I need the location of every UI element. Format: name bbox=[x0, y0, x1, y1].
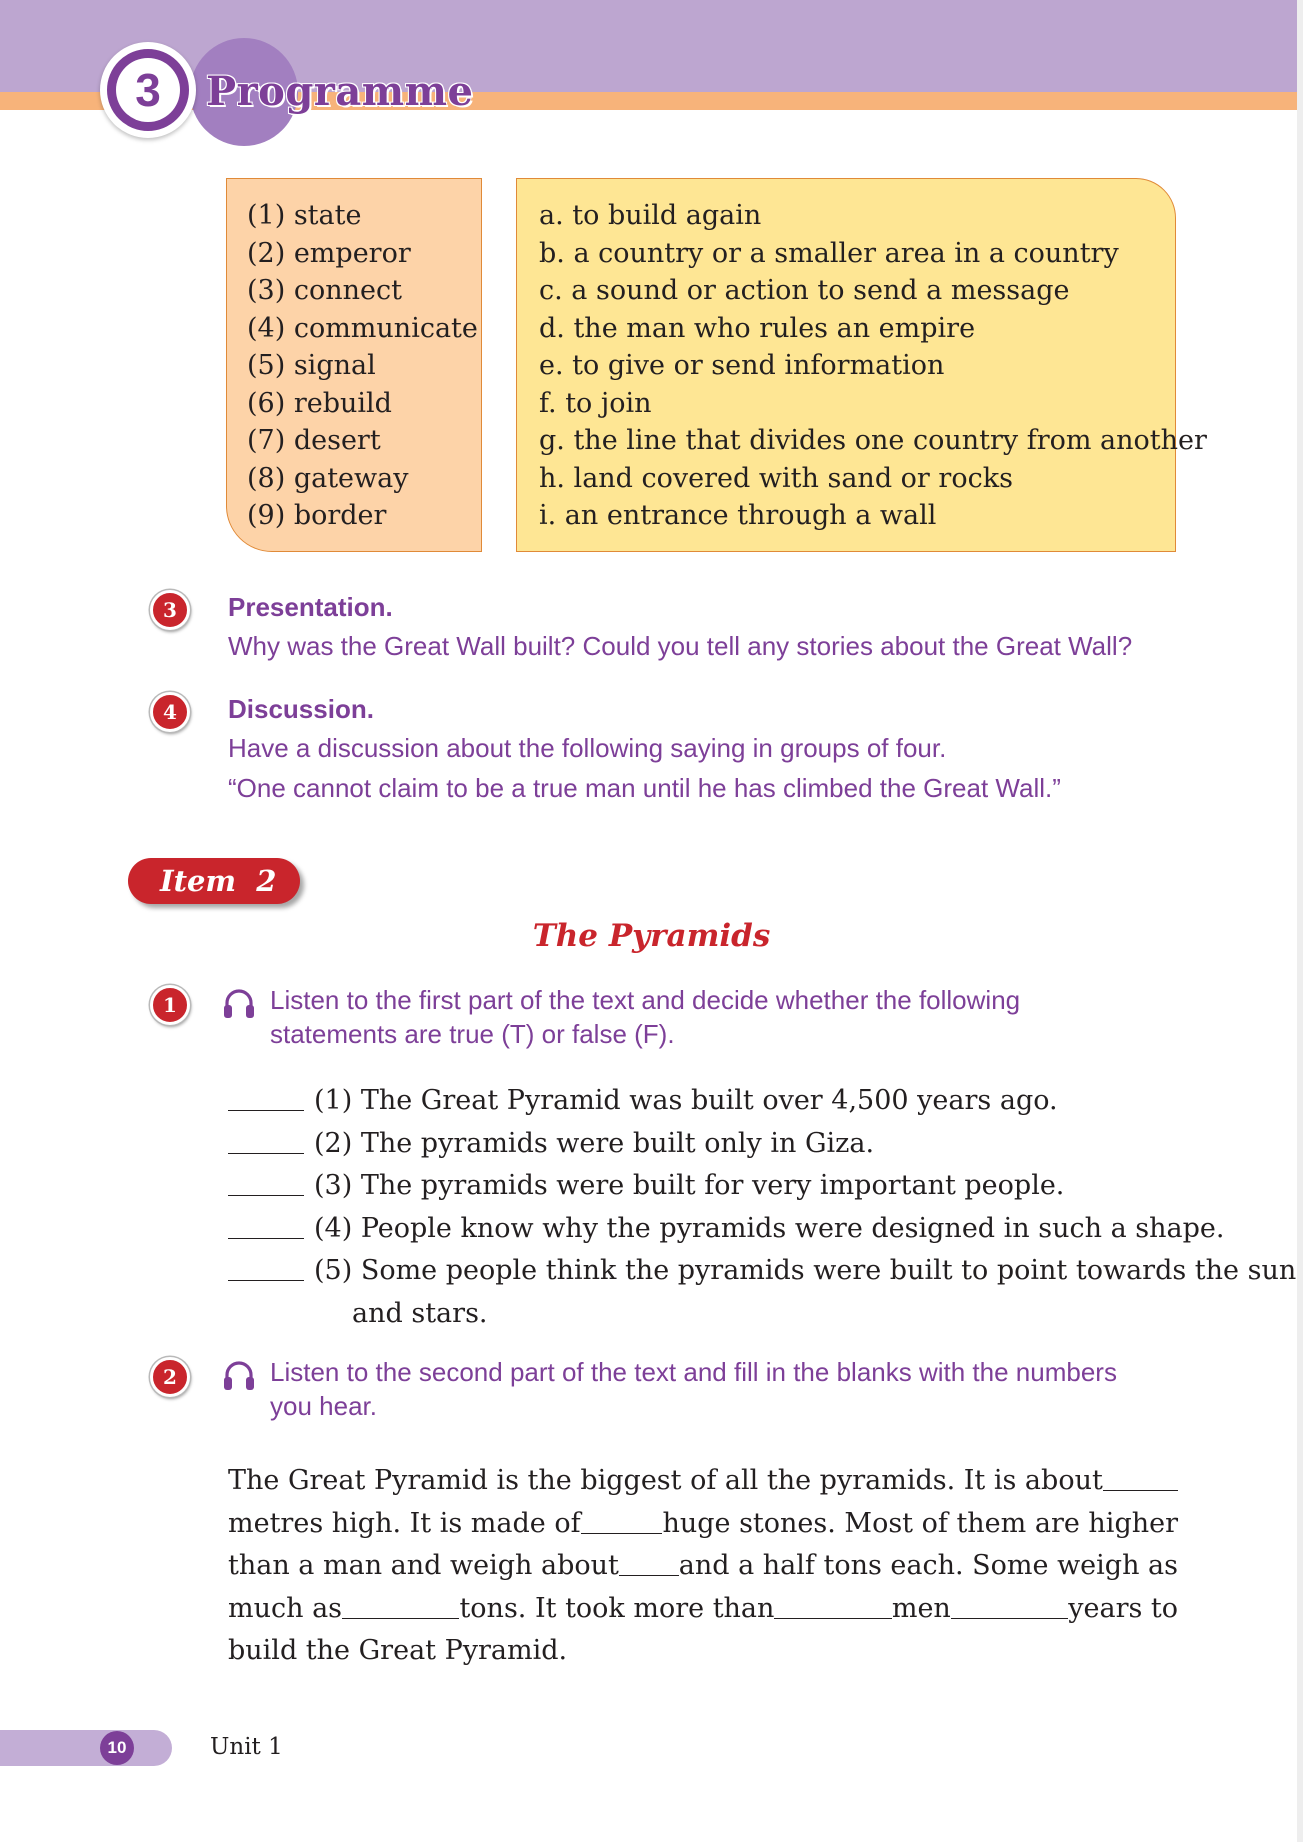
word-item: (4) communicate bbox=[247, 312, 478, 344]
section-number-badge bbox=[100, 42, 196, 138]
word-item: (9) border bbox=[247, 500, 387, 531]
exercise-2-number-badge: 2 bbox=[150, 1357, 190, 1397]
statement-text: (2) The pyramids were built only in Giza. bbox=[314, 1127, 875, 1159]
number-blank[interactable] bbox=[342, 1588, 459, 1619]
discussion-text-line-2: “One cannot claim to be a true man until he has climbed the Great Wall.” bbox=[228, 773, 1061, 803]
word-item: (5) signal bbox=[247, 350, 376, 381]
item-tab: Item 2 bbox=[128, 858, 300, 904]
exercise-2-instruction-line-2: you hear. bbox=[270, 1391, 377, 1421]
footer-bar bbox=[0, 1730, 172, 1766]
definition-item: i. an entrance through a wall bbox=[539, 500, 937, 531]
answer-blank[interactable] bbox=[228, 1208, 304, 1239]
statement-list bbox=[228, 1080, 1296, 1335]
paragraph-text: huge stones. Most of them are higher bbox=[662, 1507, 1178, 1539]
statement-row bbox=[228, 1165, 1296, 1208]
headphones-icon bbox=[222, 1358, 256, 1394]
section-title: Programme bbox=[206, 68, 474, 115]
unit-label: Unit 1 bbox=[210, 1734, 283, 1760]
word-item: (2) emperor bbox=[247, 237, 411, 269]
answer-blank[interactable] bbox=[228, 1165, 304, 1196]
fill-in-paragraph bbox=[228, 1460, 1178, 1673]
definition-item: h. land covered with sand or rocks bbox=[539, 462, 1013, 494]
number-blank[interactable] bbox=[619, 1545, 679, 1576]
paragraph-line bbox=[228, 1460, 1178, 1503]
page-edge bbox=[1297, 0, 1303, 1842]
statement-row bbox=[228, 1208, 1296, 1251]
number-blank[interactable] bbox=[951, 1588, 1068, 1619]
paragraph-text: The Great Pyramid is the biggest of all the pyramids. It is about bbox=[228, 1465, 1103, 1496]
paragraph-line bbox=[228, 1545, 1178, 1588]
statement-text: (3) The pyramids were built for very important people. bbox=[314, 1170, 1065, 1201]
definition-item: c. a sound or action to send a message bbox=[539, 275, 1070, 306]
word-item: (3) connect bbox=[247, 275, 402, 306]
discussion-heading: Discussion. bbox=[228, 694, 374, 724]
statement-text: (1) The Great Pyramid was built over 4,500 years ago. bbox=[314, 1085, 1058, 1116]
paragraph-text: years to bbox=[1068, 1592, 1179, 1624]
word-list-box bbox=[226, 178, 482, 552]
number-blank[interactable] bbox=[581, 1503, 663, 1534]
paragraph-text: much as bbox=[228, 1592, 343, 1624]
statement-row bbox=[228, 1123, 1296, 1166]
item-title: The Pyramids bbox=[532, 918, 771, 954]
definition-item: b. a country or a smaller area in a country bbox=[539, 237, 1119, 269]
paragraph-text: men bbox=[891, 1592, 951, 1624]
word-item: (1) state bbox=[247, 200, 362, 231]
paragraph-text: than a man and weigh about bbox=[228, 1550, 619, 1581]
section-number: 3 bbox=[116, 58, 180, 122]
presentation-number-badge: 3 bbox=[150, 590, 190, 630]
number-blank[interactable] bbox=[1103, 1460, 1178, 1491]
statement-continuation: and stars. bbox=[352, 1297, 488, 1329]
presentation-heading: Presentation. bbox=[228, 592, 393, 622]
exercise-1-number-badge: 1 bbox=[150, 985, 190, 1025]
definition-list-box bbox=[516, 178, 1207, 552]
definition-item: f. to join bbox=[539, 387, 652, 419]
statement-row bbox=[228, 1080, 1296, 1123]
definition-item: g. the line that divides one country from another bbox=[539, 425, 1207, 456]
exercise-2-instruction-line-1: Listen to the second part of the text and fill in the blanks with the numbers bbox=[270, 1357, 1117, 1387]
headphones-icon bbox=[222, 986, 256, 1022]
paragraph-text: tons. It took more than bbox=[459, 1592, 775, 1624]
answer-blank[interactable] bbox=[228, 1080, 304, 1111]
definition-item: a. to build again bbox=[539, 200, 762, 231]
page-number: 10 bbox=[100, 1731, 134, 1765]
word-item: (8) gateway bbox=[247, 462, 409, 494]
statement-text: (5) Some people think the pyramids were built to point towards the sun bbox=[314, 1255, 1297, 1286]
exercise-1-instruction-line-1: Listen to the first part of the text and decide whether the following bbox=[270, 985, 1021, 1015]
paragraph-text: metres high. It is made of bbox=[228, 1507, 581, 1539]
answer-blank[interactable] bbox=[228, 1123, 304, 1154]
paragraph-line bbox=[228, 1503, 1178, 1546]
number-blank[interactable] bbox=[774, 1588, 891, 1619]
paragraph-text: and a half tons each. Some weigh as bbox=[678, 1550, 1178, 1581]
discussion-text-line-1: Have a discussion about the following saying in groups of four. bbox=[228, 733, 947, 763]
exercise-1-instruction-line-2: statements are true (T) or false (F). bbox=[270, 1019, 675, 1049]
word-item: (7) desert bbox=[247, 425, 381, 456]
definition-item: d. the man who rules an empire bbox=[539, 312, 976, 344]
statement-row bbox=[228, 1250, 1296, 1293]
answer-blank[interactable] bbox=[228, 1250, 304, 1281]
paragraph-line bbox=[228, 1630, 1178, 1673]
definition-item: e. to give or send information bbox=[539, 350, 945, 381]
paragraph-text: build the Great Pyramid. bbox=[228, 1635, 568, 1666]
word-item: (6) rebuild bbox=[247, 387, 392, 419]
presentation-text: Why was the Great Wall built? Could you tell any stories about the Great Wall? bbox=[228, 631, 1133, 661]
discussion-number-badge: 4 bbox=[150, 692, 190, 732]
statement-text: (4) People know why the pyramids were designed in such a shape. bbox=[314, 1212, 1225, 1244]
paragraph-line bbox=[228, 1588, 1178, 1631]
